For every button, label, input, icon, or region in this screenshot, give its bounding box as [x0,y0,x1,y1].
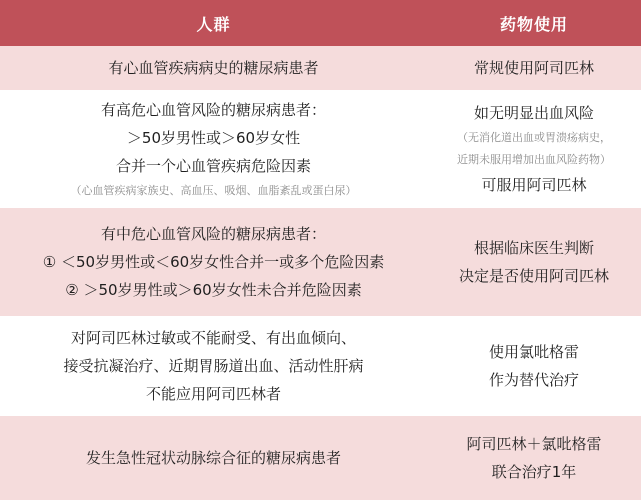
header-population: 人群 [196,14,231,34]
medication-text: 使用氯吡格雷 [488,343,579,361]
population-text: ② ＞50岁男性或＞60岁女性未合并危险因素 [65,281,362,299]
header-medication: 药物使用 [499,14,568,34]
population-text: 有中危心血管风险的糖尿病患者： [100,225,326,243]
medication-text: 根据临床医生判断 [473,239,594,257]
medication-text: 决定是否使用阿司匹林 [458,267,609,285]
table-row [0,416,641,500]
population-text: 有高危心血管风险的糖尿病患者： [100,101,326,119]
population-text: 接受抗凝治疗、近期胃肠道出血、活动性肝病 [63,357,364,375]
table-row [0,208,641,316]
medication-text: 联合治疗1年 [491,463,577,481]
medication-cell [427,316,641,416]
medication-text: 如无明显出血风险 [473,104,594,122]
medication-text: 作为替代治疗 [488,371,579,389]
population-text: 合并一个心血管疾病危险因素 [115,157,311,175]
medication-cell [427,208,641,316]
population-cell [0,208,427,316]
medication-cell [427,90,641,208]
medication-note: （无消化道出血或胃溃疡病史， [457,131,611,144]
population-note: （心血管疾病家族史、高血压、吸烟、血脂紊乱或蛋白尿） [70,184,357,197]
table-row [0,90,641,208]
medication-note: 近期未服用增加出血风险药物） [457,153,611,166]
population-text: 对阿司匹林过敏或不能耐受、有出血倾向、 [70,329,356,347]
medication-text: 可服用阿司匹林 [481,176,587,194]
table-row [0,316,641,416]
population-text: 发生急性冠状动脉综合征的糖尿病患者 [85,449,341,467]
population-cell [0,46,427,90]
population-cell [0,90,427,208]
table-header [0,0,641,46]
population-cell [0,416,427,500]
medication-cell [427,416,641,500]
medication-cell [427,46,641,90]
population-text: ＞50岁男性或＞60岁女性 [126,129,301,147]
population-text: ① ＜50岁男性或＜60岁女性合并一或多个危险因素 [42,253,385,271]
population-text: 不能应用阿司匹林者 [145,385,281,403]
population-cell [0,316,427,416]
medication-text: 阿司匹林＋氯吡格雷 [466,435,602,453]
table-row [0,46,641,90]
population-text: 有心血管疾病病史的糖尿病患者 [108,59,319,77]
medication-text: 常规使用阿司匹林 [473,59,594,77]
